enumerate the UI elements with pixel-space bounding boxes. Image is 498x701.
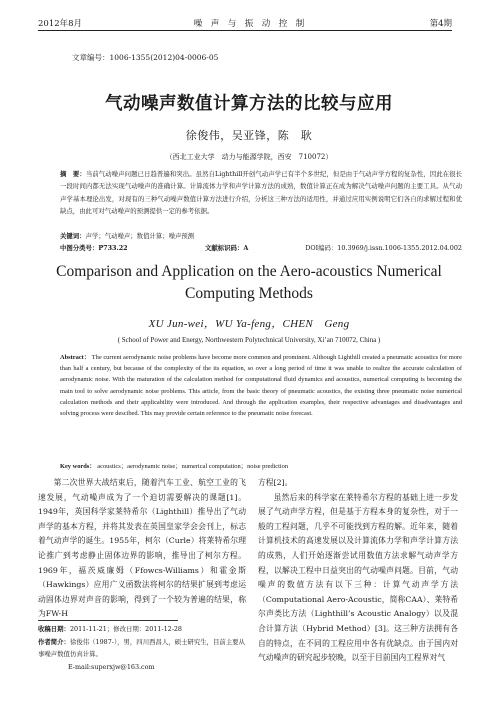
keywords-chinese-label: 关键词：	[60, 232, 86, 240]
received-label: 收稿日期：	[38, 625, 70, 633]
header-issue: 第4期	[429, 19, 452, 29]
author-bio-label: 作者简介：	[38, 637, 70, 646]
author-bio-text: 徐俊伟（1987-），男，四川西昌人，硕士研究生，目前主要从事噪声数值仿真计算。	[38, 637, 245, 658]
keywords-chinese-text: 声学；气动噪声；数值计算；噪声预测	[85, 232, 195, 240]
title-english-line-1: Comparison and Application on the Aero-acoustics Numerical	[56, 263, 442, 280]
title-english	[0, 261, 498, 305]
affiliation-english: ( School of Power and Energy, Northwestern Polytechnical University, Xi’an 710072, China )	[117, 336, 381, 344]
received-value: 2011-11-21；修改日期：2011-12-28	[69, 625, 182, 633]
body-left-paragraph: 第二次世界大战结束后，随着汽车工业、航空工业的飞速发展，气动噪声成为了一个迫切需要解决的课题[1]。1949年，英国科学家莱特希尔（Lighthill）推导出了气动声学的基本方程，并将其发表在英国皇家学会会刊上，标志着气动声学的诞生。1955年，柯尔（Curle）将莱特希尔理论推广到考虑静止固体边界的影响，推导出了柯尔方程。1969年，福茨威廉姆（Ffowcs-Williams）和霍金斯（Hawkings）应用广义函数法将柯尔的结果扩展到考虑运动固体边界对声音的影响，得到了一个较为普遍的结果，称为FW-H	[38, 478, 246, 619]
author-bio	[38, 636, 248, 661]
classification-line	[60, 242, 462, 254]
abstract-chinese-text: 当前气动噪声问题已日趋普遍和突出。虽然自Lighthill开创气动声学已有半个多世纪，但是由于气动声学方程的复杂性，因此在很长一段时间内都无法实现气动噪声的准确计算。计算流体力学和声学计算方法的成熟，数值计算正在成为解决气动噪声问题的主要工具。从气动声学基本理论出发，对现有的三种气动噪声数值计算方法进行介绍，分析这三种方法的适用性，并通过应用实例说明它们各自的求解过程和优缺点，由此可对气动噪声的预测提供一定的参考依据。	[60, 170, 462, 216]
authors-english: XU Jun-wei，WU Ya-feng，CHEN Geng	[148, 318, 350, 330]
authors-chinese: 徐俊伟，吴亚锋，陈 耿	[185, 129, 313, 142]
abstract-chinese	[60, 168, 462, 218]
received-date	[38, 623, 248, 636]
abstract-english-label: Abstract：	[60, 354, 91, 361]
footnote	[38, 623, 248, 673]
author-email: E-mail:superxjw@163.com	[68, 662, 155, 671]
header-rule	[38, 30, 452, 31]
body-column-left	[38, 476, 246, 622]
header-date: 2012年8月	[38, 19, 83, 29]
abstract-english	[60, 352, 462, 419]
body-right-paragraph-1: 方程[2]。	[258, 478, 293, 487]
title-chinese: 气动噪声数值计算方法的比较与应用	[105, 94, 393, 114]
article-number: 文章编号：1006-1355(2012)04-0006-05	[72, 53, 219, 62]
doi: DOI编码：10.3969/j.issn.1006-1355.2012.04.002	[305, 244, 462, 252]
affiliation-chinese: （西北工业大学 动力与能源学院，西安 710072）	[165, 153, 333, 161]
body-right-paragraph-2: 虽然后来的科学家在莱特希尔方程的基础上进一步发展了气动声学方程，但是基于方程本身的复杂性，对于一般的工程问题，几乎不可能找到方程的解。近年来，随着计算机技术的高速发展以及计算流体力学和声学计算方法的成熟，人们开始逐渐尝试用数值方法求解气动声学方程，以解决工程中日益突出的气动噪声问题。目前，气动噪声的数值方法有以下三种：计算气动声学方法（Computational Aero-Acoustic，简称CAA）、莱特希尔声类比方法（Lighthill’s Acoustic Analogy）以及混合计算方法（Hybrid Method）[3]。这三种方法拥有各自的特点，在不同的工程应用中各有优缺点。由于国内对气动噪声的研究起步较晚，以至于目前国内工程界对气	[258, 492, 458, 663]
keywords-english-text: acoustics；aerodynamic noise；numerical computation；noise prediction	[97, 463, 289, 470]
keywords-english-label: Key words：	[60, 463, 96, 470]
keywords-chinese	[60, 230, 462, 242]
header-journal: 噪 声 与 振 动 控 制	[193, 19, 305, 29]
document-code: 文献标识码：A	[205, 244, 249, 252]
abstract-english-text: The current aerodynamic noise problems have become more common and prominent. Although Lighthill created a pneumatic acoustics for more than half a century, but because of the complexity of the its equation, so over a long period of time it was unable to realize the accurate calculation of aerodynamic noise. With the maturation of the calculation method for computational fluid dynamics and acoustics, numerical computing is becoming the main tool to solve aerodynamic noise problems. This article, from the basic theory of pneumatic acoustics, the existing three pneumatic noise numerical calculation methods and their applicability were introduced. And through the application examples, their respective advantages and disadvantages and solving process were descibed. This may provide certain reference to the pneumatic noise forecast.	[60, 354, 463, 418]
title-english-line-2: Computing Methods	[185, 285, 313, 302]
abstract-chinese-label: 摘 要：	[60, 170, 86, 178]
keywords-english	[60, 461, 462, 470]
clc-number: 中图分类号：P733.22	[60, 244, 128, 252]
body-column-right	[258, 476, 458, 666]
footnote-rule	[38, 620, 178, 621]
